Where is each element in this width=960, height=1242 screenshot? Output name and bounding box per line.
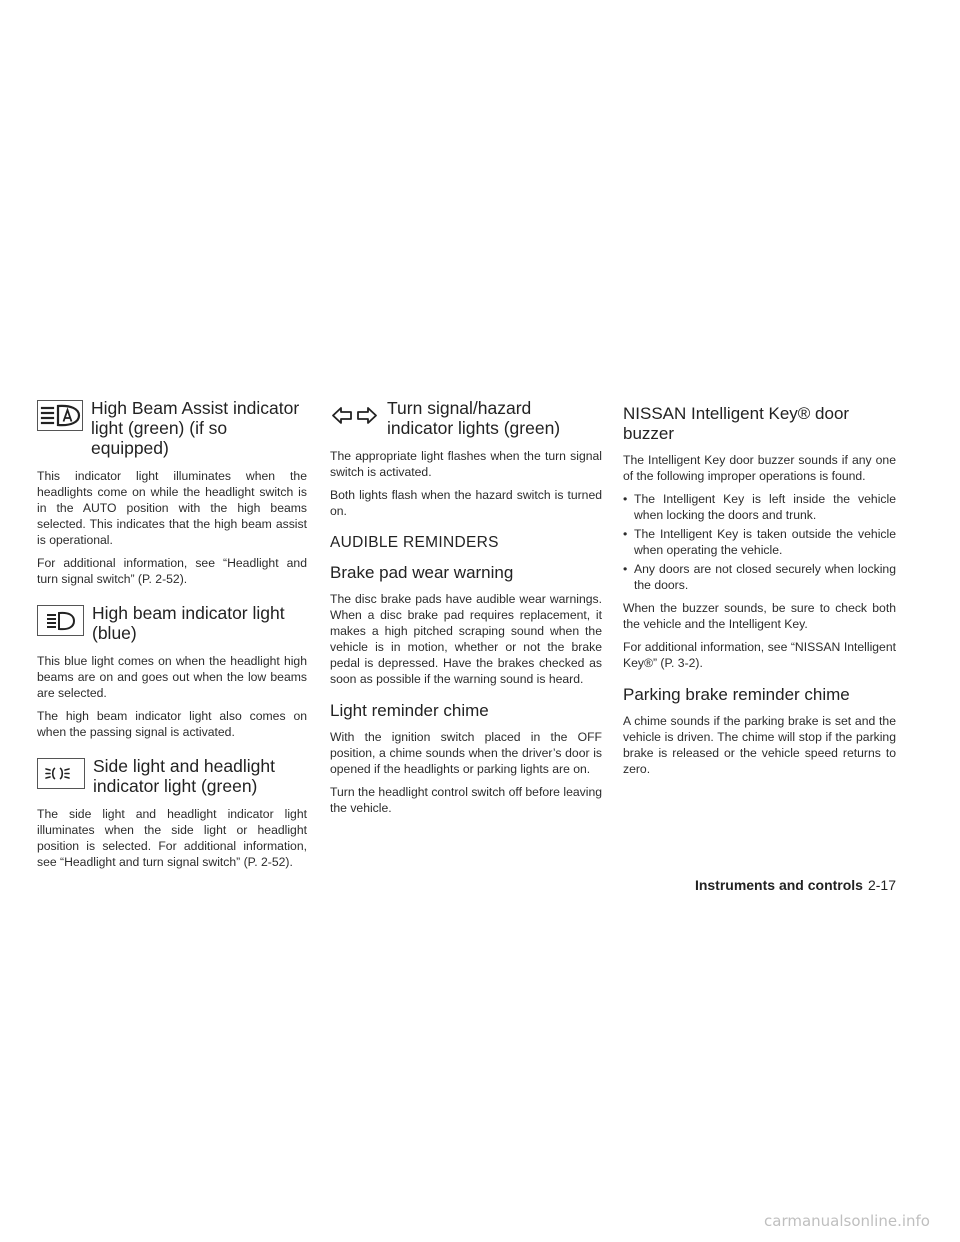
column-middle bbox=[330, 398, 602, 823]
light-reminder-title: Light reminder chime bbox=[330, 701, 489, 720]
high-beam-assist-icon bbox=[37, 400, 83, 431]
section-name: Instruments and controls bbox=[694, 877, 863, 893]
page-footer bbox=[672, 876, 896, 894]
high-beam-paragraph-1: This blue light comes on when the headlight high beams are on and goes out when the low beams are selected. bbox=[37, 654, 307, 700]
intelligent-key-paragraph-3: For additional information, see “NISSAN Intelligent Key®” (P. 3-2). bbox=[623, 640, 896, 670]
intelligent-key-paragraph-2: When the buzzer sounds, be sure to check both the vehicle and the Intelligent Key. bbox=[623, 601, 896, 631]
high-beam-paragraph-2: The high beam indicator light also comes on when the passing signal is activated. bbox=[37, 709, 307, 739]
side-light-icon bbox=[37, 758, 85, 789]
brake-pad-paragraph-1: The disc brake pads have audible wear warnings. When a disc brake pad requires replacement, it makes a high pitched scraping sound when the vehicle is in motion, whether or not the brake pedal is depressed. Have the brakes checked as soon as possible if the warning sound is heard. bbox=[330, 592, 602, 686]
list-item: • The Intelligent Key is left inside the vehicle when locking the doors and trunk. bbox=[623, 491, 896, 523]
column-left bbox=[37, 398, 307, 877]
turn-signal-paragraph-1: The appropriate light flashes when the turn signal switch is activated. bbox=[330, 449, 602, 479]
turn-signal-paragraph-2: Both lights flash when the hazard switch is turned on. bbox=[330, 488, 602, 518]
list-item: • The Intelligent Key is taken outside the vehicle when operating the vehicle. bbox=[623, 526, 896, 558]
intelligent-key-list bbox=[623, 491, 896, 593]
intelligent-key-paragraph-1: The Intelligent Key door buzzer sounds if any one of the following improper operations is found. bbox=[623, 453, 896, 483]
side-light-paragraph-1: The side light and headlight indicator light illuminates when the side light or headlight position is selected. For additional information, see “Headlight and turn signal switch” (P. 2-52). bbox=[37, 807, 307, 869]
side-light-title: Side light and headlight indicator light (green) bbox=[93, 756, 275, 796]
brake-pad-title: Brake pad wear warning bbox=[330, 563, 514, 582]
list-item: • Any doors are not closed securely when locking the doors. bbox=[623, 561, 896, 593]
turn-signal-title: Turn signal/hazard indicator lights (green) bbox=[387, 398, 561, 438]
column-right bbox=[623, 398, 896, 784]
high-beam-heading bbox=[37, 603, 307, 643]
turn-signal-arrows-icon bbox=[330, 400, 379, 431]
parking-brake-paragraph-1: A chime sounds if the parking brake is set and the vehicle is driven. The chime will stop if the parking brake is released or the vehicle speed returns to zero. bbox=[623, 714, 896, 776]
watermark: carmanualsonline.info bbox=[764, 1212, 930, 1230]
turn-signal-heading bbox=[330, 398, 602, 438]
high-beam-assist-heading bbox=[37, 398, 307, 458]
high-beam-assist-paragraph-2: For additional information, see “Headlight and turn signal switch” (P. 2-52). bbox=[37, 556, 307, 586]
light-reminder-paragraph-2: Turn the headlight control switch off before leaving the vehicle. bbox=[330, 785, 602, 815]
high-beam-assist-paragraph-1: This indicator light illuminates when the headlights come on while the headlight switch is in the AUTO position with the high beams selected. This indicates that the high beam assist is operational. bbox=[37, 469, 307, 547]
high-beam-assist-title: High Beam Assist indicator light (green) (if so equipped) bbox=[91, 398, 300, 458]
light-reminder-paragraph-1: With the ignition switch placed in the OFF position, a chime sounds when the driver’s door is opened if the headlights or parking lights are on. bbox=[330, 730, 602, 776]
audible-reminders-heading: AUDIBLE REMINDERS bbox=[330, 534, 499, 551]
parking-brake-title: Parking brake reminder chime bbox=[623, 685, 850, 704]
intelligent-key-title: NISSAN Intelligent Key® door buzzer bbox=[623, 404, 850, 443]
high-beam-title: High beam indicator light (blue) bbox=[92, 603, 285, 643]
high-beam-icon bbox=[37, 605, 84, 636]
page-number: 2-17 bbox=[867, 877, 896, 893]
side-light-heading bbox=[37, 756, 307, 796]
